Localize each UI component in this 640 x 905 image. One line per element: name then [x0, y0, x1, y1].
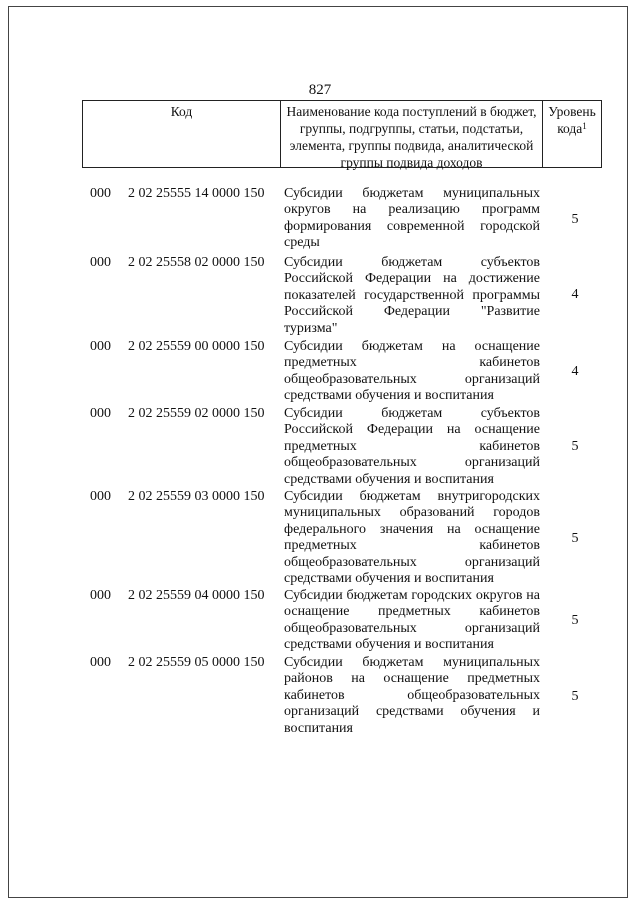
code-level: 5 — [571, 689, 579, 704]
code-level: 4 — [571, 364, 579, 379]
income-name: Субсидии бюджетам субъектов Российской Федерации на оснащение предметных кабинетов общеобразовательных организаций средствами обучения и воспитания — [284, 406, 540, 487]
code-level: 5 — [571, 439, 579, 454]
admin-code: 000 — [90, 489, 111, 504]
admin-code: 000 — [90, 339, 111, 354]
header-name: Наименование кода поступлений в бюджет, группы, подгруппы, статьи, подстатьи, элемента, группы подвида, аналитической группы подвида доходов — [281, 101, 543, 167]
income-code: 2 02 25559 00 0000 150 — [128, 339, 265, 354]
code-level: 5 — [571, 613, 579, 628]
income-name: Субсидии бюджетам городских округов на оснащение предметных кабинетов общеобразовательных организаций средствами обучения и воспитания — [284, 588, 540, 653]
code-level: 5 — [571, 212, 579, 227]
code-level: 5 — [571, 531, 579, 546]
income-code: 2 02 25559 04 0000 150 — [128, 588, 265, 603]
income-code: 2 02 25559 03 0000 150 — [128, 489, 265, 504]
header-level-label: Уровень кода — [548, 104, 596, 136]
income-code: 2 02 25559 05 0000 150 — [128, 655, 265, 670]
income-code: 2 02 25555 14 0000 150 — [128, 186, 265, 201]
header-level — [543, 101, 601, 167]
header-level-footnote: 1 — [582, 121, 587, 131]
income-name: Субсидии бюджетам муниципальных округов на реализацию программ формирования современной городской среды — [284, 186, 540, 251]
admin-code: 000 — [90, 588, 111, 603]
code-level: 4 — [571, 287, 579, 302]
header-code: Код — [83, 101, 281, 167]
admin-code: 000 — [90, 655, 111, 670]
table-header — [82, 100, 602, 168]
admin-code: 000 — [90, 406, 111, 421]
income-name: Субсидии бюджетам внутригородских муниципальных образований городов федерального значения на оснащение предметных кабинетов общеобразовательных организаций средствами обучения и воспитания — [284, 489, 540, 587]
admin-code: 000 — [90, 186, 111, 201]
income-name: Субсидии бюджетам на оснащение предметных кабинетов общеобразовательных организаций средствами обучения и воспитания — [284, 339, 540, 404]
page-number: 827 — [308, 82, 332, 98]
income-name: Субсидии бюджетам муниципальных районов на оснащение предметных кабинетов общеобразовательных организаций средствами обучения и воспитания — [284, 655, 540, 736]
income-name: Субсидии бюджетам субъектов Российской Федерации на достижение показателей государственной программы Российской Федерации "Развитие туризма" — [284, 255, 540, 336]
income-code: 2 02 25559 02 0000 150 — [128, 406, 265, 421]
admin-code: 000 — [90, 255, 111, 270]
income-code: 2 02 25558 02 0000 150 — [128, 255, 265, 270]
